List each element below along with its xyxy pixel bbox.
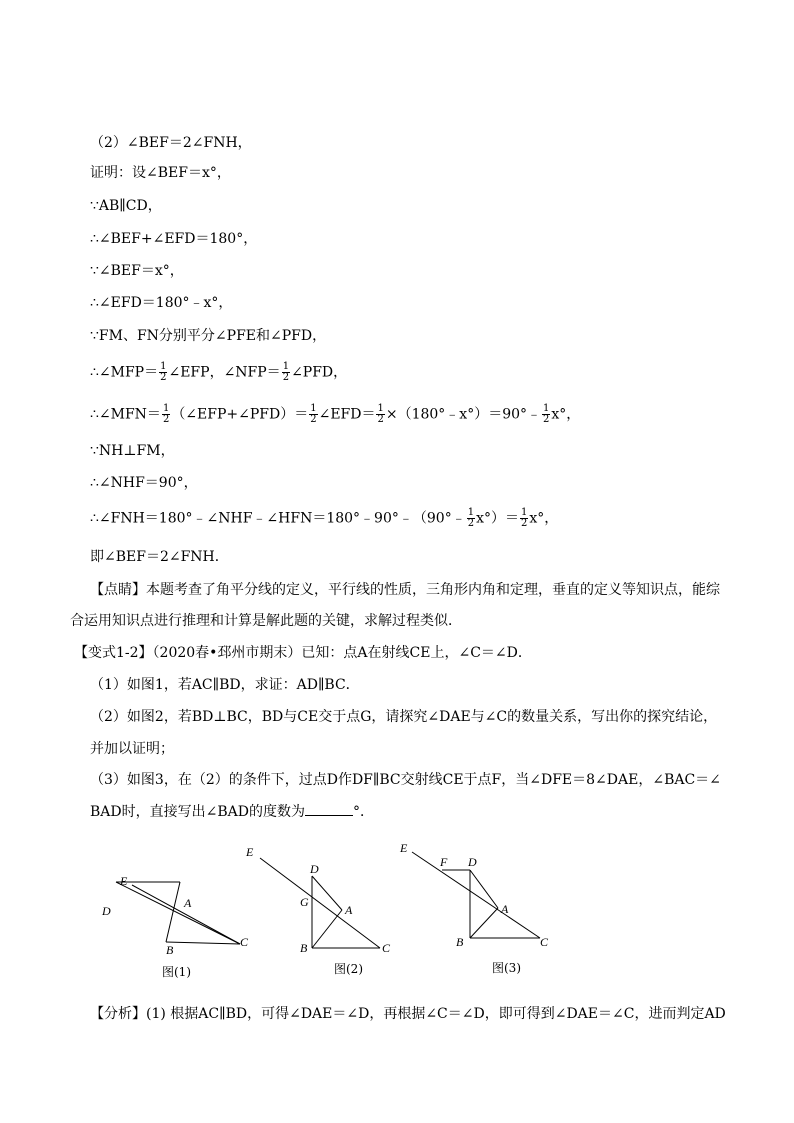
line-da	[312, 876, 342, 910]
fraction-numerator: 1	[162, 403, 170, 414]
problem-q3-line2	[90, 803, 374, 821]
proof-line-12	[90, 508, 558, 529]
label-e: E	[246, 845, 254, 859]
fraction-denominator: 2	[160, 372, 167, 383]
fraction-numerator: 1	[160, 361, 167, 372]
text-segment: x°）＝	[476, 510, 519, 527]
text-segment: BAD时，直接写出∠BAD的度数为	[90, 804, 305, 820]
comment-line-2: 合运用知识点进行推理和计算是解此题的关键，求解过程类似．	[70, 613, 462, 629]
figures-svg	[90, 838, 710, 988]
fraction-numerator: 1	[377, 403, 384, 414]
fraction-half	[282, 362, 290, 383]
proof-line-6: ∴∠EFD＝180°﹣x°，	[90, 295, 233, 311]
text-segment: x°，	[529, 510, 559, 527]
fraction-half	[376, 404, 384, 425]
text-segment: ∠PFD，	[291, 364, 348, 381]
figure-1-caption: 图(1)	[162, 965, 191, 979]
figure-2	[260, 858, 380, 948]
proof-line-5: ∵∠BEF＝x°，	[90, 263, 184, 279]
label-a: A	[345, 903, 353, 917]
label-b: B	[456, 935, 464, 949]
problem-q2-line1: （2）如图2，若BD⊥BC，BD与CE交于点G，请探究∠DAE与∠C的数量关系，写出你的探究结论，	[90, 709, 718, 725]
proof-line-3: ∵AB∥CD，	[90, 198, 162, 214]
fraction-numerator: 1	[282, 361, 290, 372]
proof-line-1: （2）∠BEF＝2∠FNH，	[90, 135, 252, 151]
label-d: D	[468, 855, 477, 869]
analysis-line-1: 【分析】(1) 根据AC∥BD，可得∠DAE＝∠D，再根据∠C＝∠D，即可得到∠DAE＝∠C，进而判定AD	[90, 1006, 726, 1022]
fraction-half	[309, 404, 317, 425]
problem-q3-line1: （3）如图3，在（2）的条件下，过点D作DF∥BC交射线CE于点F，当∠DFE＝8∠DAE，∠BAC＝∠	[90, 772, 721, 788]
proof-line-7: ∵FM、FN分别平分∠PFE和∠PFD，	[90, 328, 327, 344]
text-segment: ∴∠MFP＝	[90, 364, 159, 381]
label-a: A	[184, 896, 192, 910]
fraction-denominator: 2	[310, 414, 317, 425]
fraction-denominator: 2	[543, 414, 550, 425]
line-ec	[132, 885, 240, 944]
proof-line-4: ∴∠BEF+∠EFD＝180°，	[90, 231, 258, 247]
figure-2-caption: 图(2)	[334, 962, 363, 976]
proof-line-11: ∴∠NHF＝90°，	[90, 475, 198, 491]
fraction-half	[520, 508, 528, 529]
label-c: C	[540, 935, 549, 949]
fraction-numerator: 1	[310, 403, 317, 414]
fraction-denominator: 2	[377, 414, 384, 425]
fraction-half	[542, 404, 550, 425]
label-c: C	[382, 941, 391, 955]
text-segment: （∠EFP+∠PFD）＝	[171, 406, 309, 423]
comment-line-1: 【点睛】本题考查了角平分线的定义，平行线的性质，三角形内角和定理，垂直的定义等知识点，能综	[90, 582, 720, 598]
label-d: D	[310, 862, 319, 876]
label-c: C	[240, 935, 249, 949]
fraction-denominator: 2	[467, 518, 475, 529]
line-ba	[312, 910, 342, 948]
proof-line-9	[90, 404, 580, 425]
line-da	[470, 870, 498, 908]
fraction-half	[162, 404, 170, 425]
proof-line-2: 证明：设∠BEF＝x°，	[90, 165, 231, 181]
fraction-numerator: 1	[543, 403, 550, 414]
proof-line-8	[90, 362, 347, 383]
text-segment: x°，	[551, 406, 581, 423]
problem-q2-line2: 并加以证明；	[90, 741, 174, 757]
fraction-half	[467, 508, 475, 529]
line-bc	[166, 942, 240, 944]
fraction-denominator: 2	[162, 414, 170, 425]
fraction-numerator: 1	[520, 507, 528, 518]
fraction-half	[159, 362, 167, 383]
line-ba	[470, 908, 498, 938]
proof-line-13: 即∠BEF＝2∠FNH．	[90, 549, 229, 565]
fraction-denominator: 2	[282, 372, 290, 383]
problem-q1: （1）如图1，若AC∥BD，求证：AD∥BC．	[90, 677, 360, 693]
problem-header: 【变式1-2】（2020春•邳州市期末）已知：点A在射线CE上，∠C＝∠D．	[74, 645, 532, 661]
fraction-denominator: 2	[520, 518, 528, 529]
text-segment: ∠EFD＝	[318, 406, 376, 423]
label-g: G	[300, 895, 309, 909]
answer-blank[interactable]	[305, 803, 353, 816]
label-f: F	[440, 855, 448, 869]
figure-1	[116, 882, 240, 944]
label-d: D	[102, 904, 111, 918]
label-a: A	[501, 902, 509, 916]
label-b: B	[166, 943, 174, 957]
line-ec	[260, 858, 380, 948]
label-e: E	[400, 841, 408, 855]
label-b: B	[300, 941, 308, 955]
line-ba	[166, 882, 180, 942]
label-e: E	[120, 874, 128, 888]
text-segment: ∴∠MFN＝	[90, 406, 161, 423]
fraction-numerator: 1	[467, 507, 475, 518]
text-segment: °．	[352, 804, 374, 820]
text-segment: ∠EFP，∠NFP＝	[168, 364, 281, 381]
proof-line-10: ∵NH⊥FM，	[90, 443, 175, 459]
text-segment: ∴∠FNH＝180°﹣∠NHF﹣∠HFN＝180°﹣90°﹣（90°﹣	[90, 510, 466, 527]
text-segment: ×（180°﹣x°）＝90°﹣	[385, 406, 542, 423]
figure-3-caption: 图(3)	[492, 961, 521, 975]
